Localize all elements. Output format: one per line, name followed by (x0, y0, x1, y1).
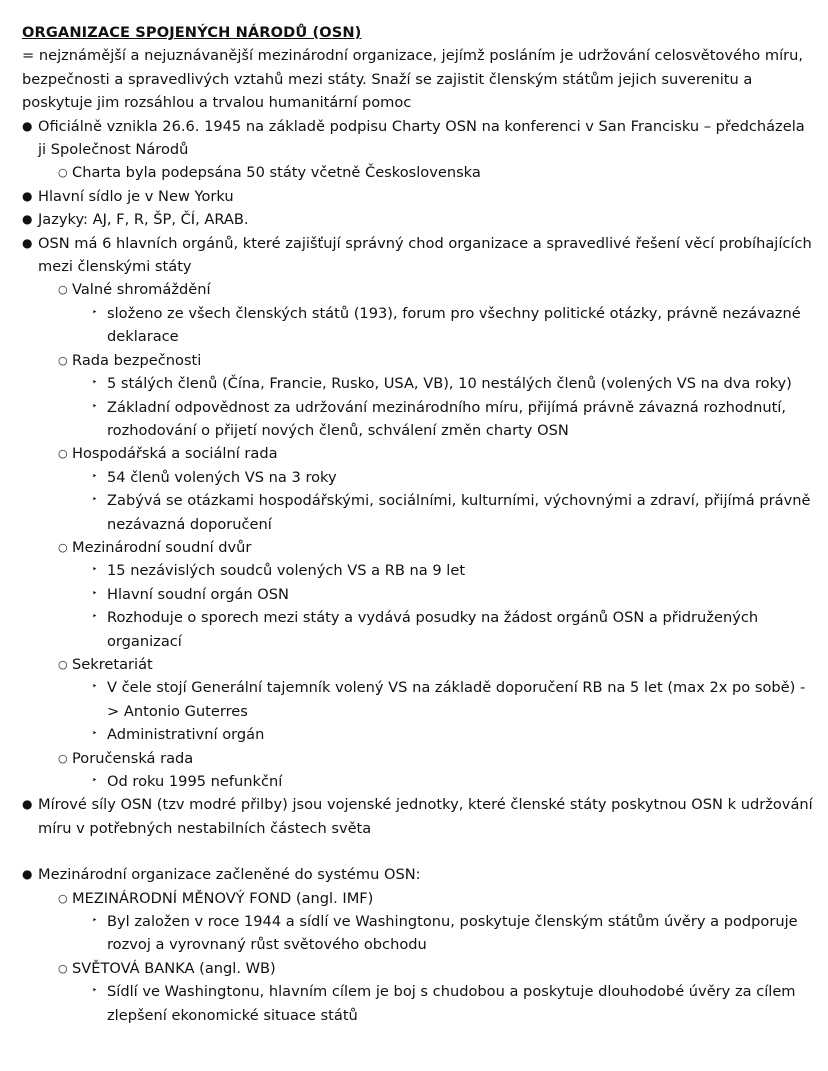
list-item (22, 770, 814, 793)
bullet-icon: ● (22, 118, 33, 133)
circle-bullet-icon: ○ (58, 657, 68, 671)
list-item (22, 466, 814, 489)
list-item (22, 208, 814, 231)
list-item (22, 863, 814, 886)
triangle-bullet-icon: ‣ (92, 729, 98, 740)
bullet-icon: ● (22, 797, 33, 812)
list-item (22, 396, 814, 443)
triangle-bullet-icon: ‣ (92, 378, 98, 389)
list-item (22, 747, 814, 770)
circle-bullet-icon: ○ (58, 751, 68, 765)
circle-bullet-icon: ○ (58, 166, 68, 180)
list-item-text: Charta byla podepsána 50 státy včetně Československa (72, 164, 481, 182)
list-item-text: 5 stálých členů (Čína, Francie, Rusko, USA, VB), 10 nestálých členů (volených VS na dva roky) (107, 375, 792, 393)
triangle-bullet-icon: ‣ (92, 565, 98, 576)
list-item (22, 372, 814, 395)
circle-bullet-icon: ○ (58, 540, 68, 554)
list-item (22, 957, 814, 980)
list-item-text: Mírové síly OSN (tzv modré přilby) jsou vojenské jednotky, které členské státy poskytnou OSN k udržování míru v potřebných nestabilních částech světa (38, 796, 813, 837)
document-title: ORGANIZACE SPOJENÝCH NÁRODŮ (OSN) (22, 24, 362, 41)
list-item-text: Hlavní soudní orgán OSN (107, 585, 289, 603)
circle-bullet-icon: ○ (58, 283, 68, 297)
triangle-bullet-icon: ‣ (92, 682, 98, 693)
list-item (22, 723, 814, 746)
list-item-text: Rada bezpečnosti (72, 351, 202, 369)
list-item-text: MEZINÁRODNÍ MĚNOVÝ FOND (angl. IMF) (72, 889, 374, 907)
circle-bullet-icon: ○ (58, 447, 68, 461)
intro-paragraph: = nejznámější a nejuznávanější mezinárodní organizace, jejímž posláním je udržování celosvětového míru, bezpečnosti a spravedlivých vztahů mezi státy. Snaží se zajistit členským státům jejich suverenitu a poskytuje jim rozsáhlou a trvalou humanitární pomoc (22, 47, 804, 112)
list-item-text: OSN má 6 hlavních orgánů, které zajišťují správný chod organizace a spravedlivé řešení věcí probíhajících mezi členskými státy (38, 234, 812, 276)
list-item (22, 583, 814, 606)
list-item (22, 349, 814, 372)
list-item-text: SVĚTOVÁ BANKA (angl. WB) (72, 959, 276, 977)
list-item (22, 676, 814, 723)
secondary-list (22, 863, 814, 1027)
list-item (22, 980, 814, 1027)
triangle-bullet-icon: ‣ (92, 986, 98, 997)
list-item (22, 278, 814, 301)
list-item (22, 115, 814, 162)
list-item (22, 887, 814, 910)
triangle-bullet-icon: ‣ (92, 471, 98, 482)
list-item (22, 653, 814, 676)
list-item-text: Oficiálně vznikla 26.6. 1945 na základě podpisu Charty OSN na konferenci v San Francisku – předcházela ji Společnost Národů (38, 117, 805, 159)
triangle-bullet-icon: ‣ (92, 776, 98, 786)
circle-bullet-icon: ○ (58, 353, 68, 367)
list-item-text: Administrativní orgán (107, 726, 265, 744)
list-item (22, 559, 814, 582)
list-item-text: Poručenská rada (72, 749, 194, 767)
bullet-icon: ● (22, 235, 33, 250)
list-item (22, 606, 814, 653)
list-item-text: Jazyky: AJ, F, R, ŠP, ČÍ, ARAB. (38, 211, 249, 229)
list-item-text: složeno ze všech členských států (193), forum pro všechny politické otázky, právně nezávazné deklarace (107, 304, 801, 346)
list-item-text: Sekretariát (72, 655, 153, 673)
list-item-text: 54 členů volených VS na 3 roky (107, 468, 337, 486)
list-item-text: 15 nezávislých soudců volených VS a RB na 9 let (107, 562, 466, 580)
list-item-text: Mezinárodní organizace začleněné do systému OSN: (38, 866, 421, 884)
list-item-text: Hospodářská a sociální rada (72, 445, 278, 463)
circle-bullet-icon: ○ (58, 961, 68, 975)
triangle-bullet-icon: ‣ (92, 495, 98, 506)
triangle-bullet-icon: ‣ (92, 307, 98, 318)
triangle-bullet-icon: ‣ (92, 612, 98, 623)
list-item-text: Základní odpovědnost za udržování mezinárodního míru, přijímá právně závazná rozhodnutí, rozhodování o přijetí nových členů, schválení změn charty OSN (107, 398, 786, 439)
main-list (22, 115, 814, 841)
spacer (22, 840, 814, 863)
list-item-text: Od roku 1995 nefunkční (107, 773, 283, 790)
list-item (22, 185, 814, 208)
list-item-text: Rozhoduje o sporech mezi státy a vydává posudky na žádost orgánů OSN a přidružených organizací (107, 609, 759, 650)
list-item-text: Sídlí ve Washingtonu, hlavním cílem je boj s chudobou a poskytuje dlouhodobé úvěry za cílem zlepšení ekonomické situace států (107, 983, 796, 1024)
list-item-text: V čele stojí Generální tajemník volený VS na základě doporučení RB na 5 let (max 2x po sobě) -> Antonio Guterres (107, 679, 806, 720)
list-item (22, 536, 814, 559)
list-item-text: Zabývá se otázkami hospodářskými, sociálními, kulturními, výchovnými a zdraví, přijímá právně nezávazná doporučení (107, 492, 811, 533)
bullet-icon: ● (22, 212, 33, 227)
triangle-bullet-icon: ‣ (92, 401, 98, 412)
list-item (22, 442, 814, 465)
list-item (22, 161, 814, 184)
triangle-bullet-icon: ‣ (92, 588, 98, 599)
list-item-text: Byl založen v roce 1944 a sídlí ve Washingtonu, poskytuje členským státům úvěry a podporuje rozvoj a vyrovnaný růst světového obchodu (107, 913, 798, 954)
list-item-text: Mezinárodní soudní dvůr (72, 538, 252, 556)
list-item (22, 232, 814, 279)
list-item-text: Valné shromáždění (72, 281, 211, 299)
list-item-text: Hlavní sídlo je v New Yorku (38, 187, 234, 205)
list-item (22, 910, 814, 957)
list-item (22, 302, 814, 349)
list-item (22, 793, 814, 840)
list-item (22, 489, 814, 536)
circle-bullet-icon: ○ (58, 891, 68, 905)
bullet-icon: ● (22, 188, 33, 203)
triangle-bullet-icon: ‣ (92, 916, 98, 927)
bullet-icon: ● (22, 867, 33, 882)
